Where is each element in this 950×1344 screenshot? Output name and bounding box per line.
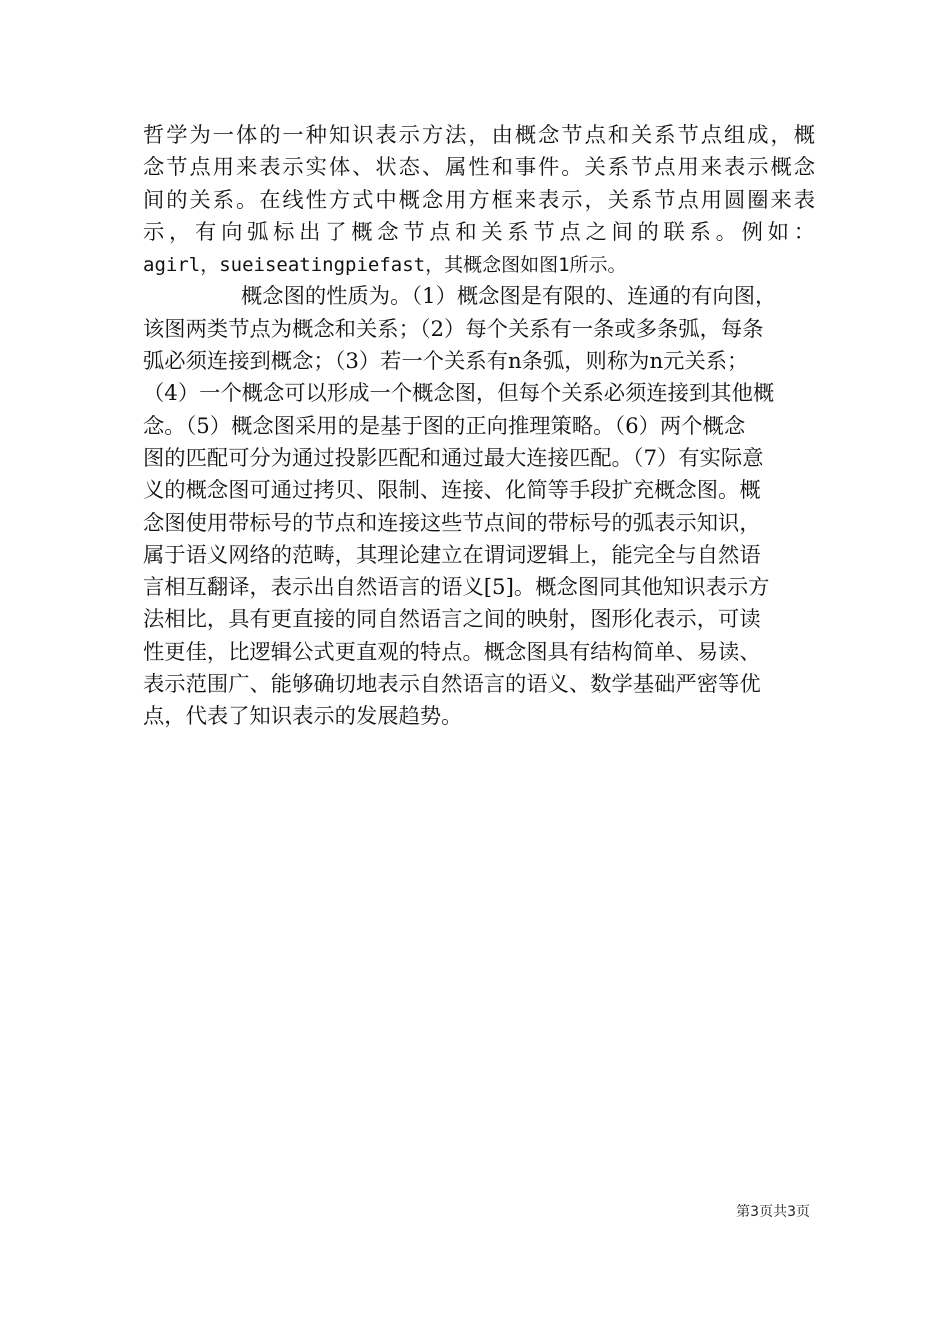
paragraph-line: 概念图的性质为。（1）概念图是有限的、连通的有向图， xyxy=(241,284,777,310)
paragraph-line: 属于语义网络的范畴，其理论建立在谓词逻辑上，能完全与自然语 xyxy=(143,542,761,568)
paragraph-2 xyxy=(143,281,815,733)
document-body xyxy=(143,120,815,734)
paragraph-line: 性更佳，比逻辑公式更直观的特点。概念图具有结构简单、易读、 xyxy=(143,639,761,665)
paragraph-line: 法相比，具有更直接的同自然语言之间的映射，图形化表示，可读 xyxy=(143,607,761,633)
paragraph-line: 言相互翻译，表示出自然语言的语义[5]。概念图同其他知识表示方 xyxy=(143,575,770,601)
paragraph-1 xyxy=(143,120,815,281)
paragraph-line: 弧必须连接到概念；（3）若一个关系有n条弧，则称为n元关系； xyxy=(143,349,749,375)
paragraph-line: 义的概念图可通过拷贝、限制、连接、化简等手段扩充概念图。概 xyxy=(143,478,761,504)
paragraph-line: 图的匹配可分为通过投影匹配和通过最大连接匹配。（7）有实际意 xyxy=(143,445,764,471)
paragraph-line: 点，代表了知识表示的发展趋势。 xyxy=(143,704,463,730)
paragraph-line: 该图两类节点为概念和关系；（2）每个关系有一条或多条弧，每条 xyxy=(143,316,764,342)
paragraph-line: 间的关系。在线性方式中概念用方框来表示，关系节点用圆圈来表 xyxy=(143,187,815,213)
paragraph-line: 表示范围广、能够确切地表示自然语言的语义、数学基础严密等优 xyxy=(143,672,761,698)
page-footer: 第3页共3页 xyxy=(736,1204,810,1220)
paragraph-line: 念。（5）概念图采用的是基于图的正向推理策略。（6）两个概念 xyxy=(143,413,746,439)
paragraph-line: 示，有向弧标出了概念节点和关系节点之间的联系。例如： xyxy=(143,219,815,245)
paragraph-line: 念图使用带标号的节点和连接这些节点间的带标号的弧表示知识， xyxy=(143,510,761,536)
paragraph-line: 哲学为一体的一种知识表示方法，由概念节点和关系节点组成，概 xyxy=(143,123,815,148)
paragraph-line: 念节点用来表示实体、状态、属性和事件。关系节点用来表示概念 xyxy=(143,155,815,181)
paragraph-line: （4）一个概念可以形成一个概念图，但每个关系必须连接到其他概 xyxy=(143,381,775,407)
paragraph-line: agirl，sueiseatingpiefast，其概念图如图1所示。 xyxy=(143,254,627,277)
